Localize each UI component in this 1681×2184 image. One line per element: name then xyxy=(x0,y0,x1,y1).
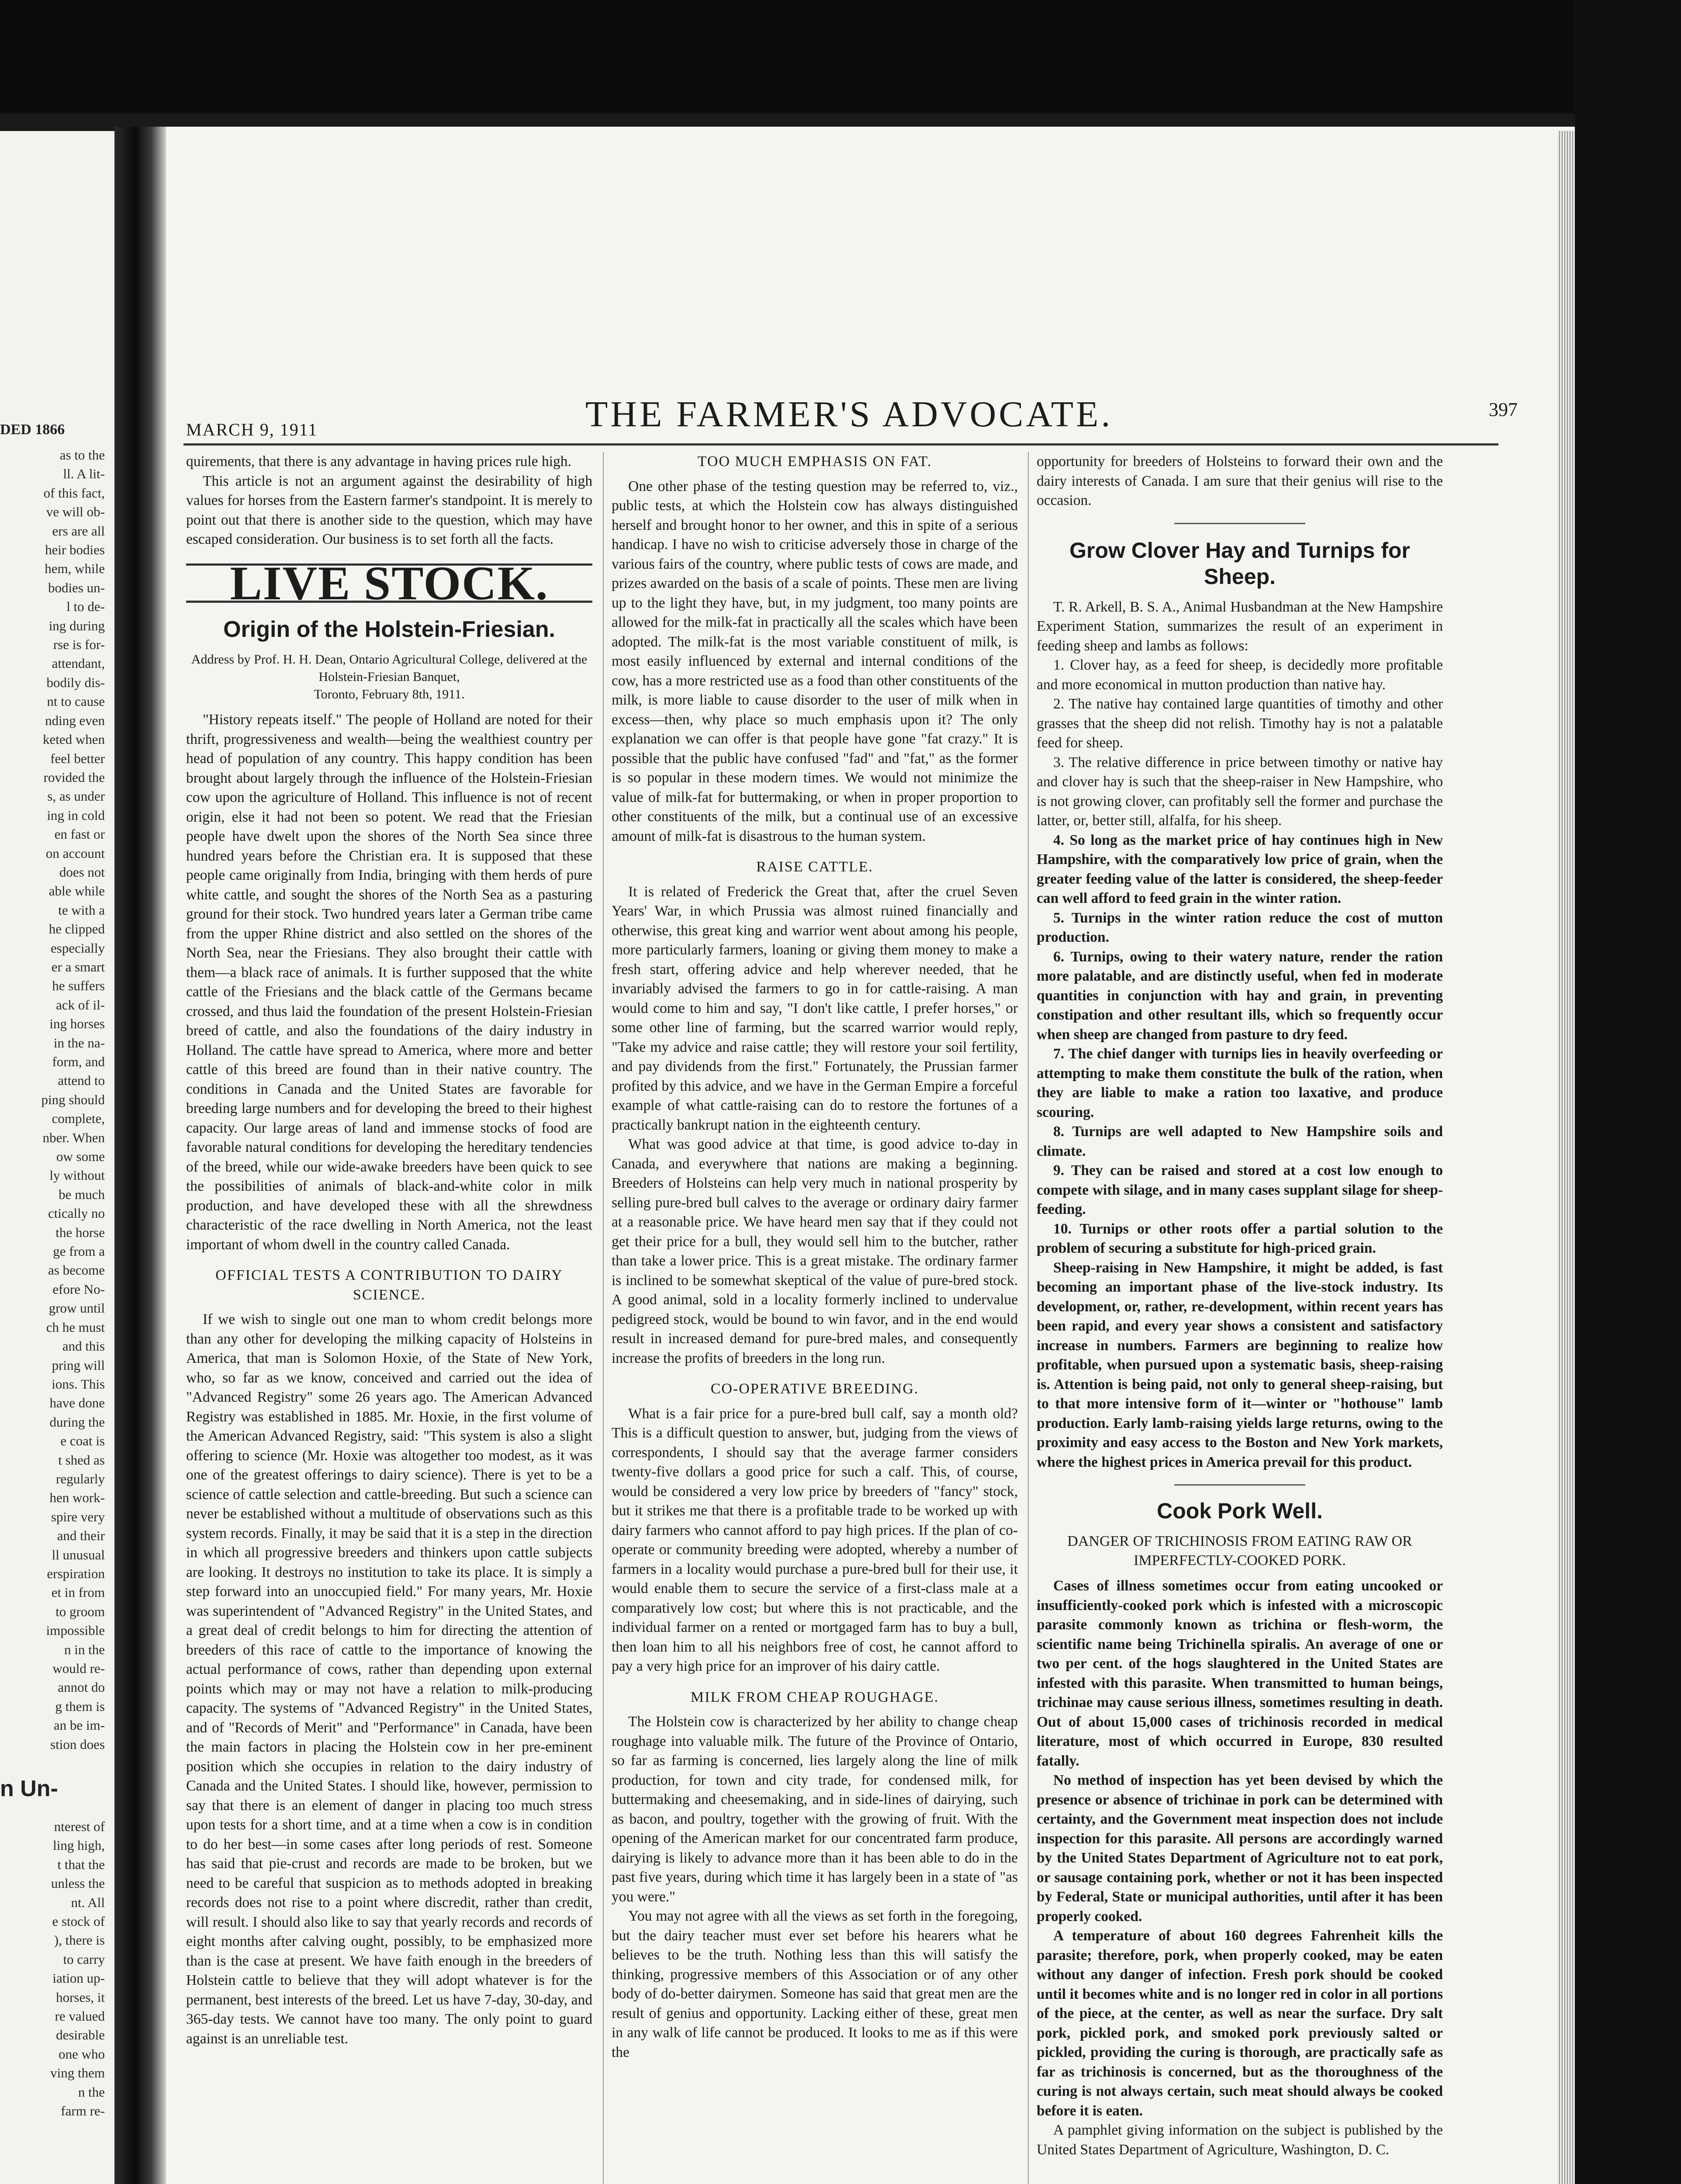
byline-place: Toronto, February 8th, 1911. xyxy=(314,687,465,702)
paragraph: This article is not an argument against the desirability of high values for horses from the Eastern farmer's standpoint. It is merely to point out that there is another side to the question, which may have escaped consideration. Our business is to set forth all the facts. xyxy=(186,473,592,547)
left-page-line: regularly xyxy=(56,1471,105,1486)
left-page-line: nber. When xyxy=(42,1130,105,1145)
left-page-line: able while xyxy=(48,883,105,899)
left-page-line: form, and xyxy=(52,1054,105,1069)
left-page-line: ow some xyxy=(56,1149,105,1165)
left-page-line: pring will xyxy=(52,1357,105,1373)
masthead-title: THE FARMER'S ADVOCATE. xyxy=(585,394,1113,435)
article-title: Grow Clover Hay and Turnips for Sheep. xyxy=(1069,538,1410,589)
left-page-line: and this xyxy=(62,1338,105,1354)
paragraph: You may not agree with all the views as set forth in the foregoing, but the dairy teacher must ever set before his hearers what he believes to be the truth. Nothing less than this will satisfy the thinking, progressive members of this Association or of any other body of do-better dairymen. Someone has said that great men are the result of genius and opportunity. Lacking either of these, great men in any walk of life cannot be produced. It looks to me as if this were the xyxy=(612,1908,1018,2060)
left-page-lines xyxy=(0,446,109,1756)
paragraph: quirements, that there is any advantage in having prices rule high. xyxy=(186,453,571,470)
article-subtitle: DANGER OF TRICHINOSIS FROM EATING RAW OR IMPERFECTLY-COOKED PORK. xyxy=(1067,1533,1412,1569)
left-page-line: ing during xyxy=(48,618,105,633)
paragraph: opportunity for breeders of Holsteins to forward their own and the dairy interests of Canada. I am sure that their genius will rise to the occasion. xyxy=(1037,453,1443,508)
left-page-line: er a smart xyxy=(51,959,105,975)
left-page-line: does not xyxy=(59,864,105,880)
column-3 xyxy=(1037,452,1443,2160)
paragraph: A temperature of about 160 degrees Fahrenheit kills the parasite; therefore, pork, when properly cooked, may be eaten without any danger of infection. Fresh pork should be cooked until it becomes white and is no longer red in color in all portions of the piece, at the center, as well as near the surface. Dry salt pork, pickled pork, and smoked pork previously salted or pickled, providing the curing is thorough, are practically safe as far as trichinosis is concerned, but as the thoroughness of the curing is not always certain, such meat should always be cooked before it is eaten. xyxy=(1037,1928,1443,2119)
paragraph: A pamphlet giving information on the subject is published by the United States Department of Agriculture, Washington, D. C. xyxy=(1037,2122,1443,2158)
left-page-line: would re- xyxy=(52,1661,105,1676)
left-page-line: one who xyxy=(59,2046,105,2062)
paragraph: What was good advice at that time, is good advice to-day in Canada, and everywhere that nations are making a beginning. Breeders of Holsteins can help very much in national prosperity by selling pure-bred bull calves to the average or ordinary dairy farmer at a reasonable price. We have heard men say that if they could not get their price for a bull, they would sell him to the butcher, rather than take a lower price. This is a great mistake. The ordinary farmer is inclined to be somewhat skeptical of the value of pure-bred stock. A good animal, sold in a locality formerly inclined to undervalue pedigreed stock, would be bound to win favor, and in the end would result in increased demand for pure-bred males, and consequently increase the profits of breeders in the long run. xyxy=(612,1136,1018,1366)
left-page-line: re valued xyxy=(55,2008,105,2024)
page-stack-edge xyxy=(1557,131,1575,2184)
left-page-line: unless the xyxy=(51,1876,105,1891)
paragraph: If we wish to single out one man to whom credit belongs more than any other for developing the milking capacity of Holsteins in America, that man is Solomon Hoxie, of the State of New York, who, so far as we know, conceived and carried out the idea of "Advanced Registry" some 26 years ago. The American Advanced Registry was established in 1885. Mr. Hoxie, in the first volume of the American Advanced Registry, said: "This system is also a slight offering to science (Mr. Hoxie was altogether too modest, as it was one of the greatest offerings to dairy science). There is yet to be a science of cattle selection and cattle-breeding. But such a science can never be established without a multitude of observations such as this system records. Finally, it may be said that it is a step in the direction in which all progressive breeders and thinkers upon cattle subjects are looking. It destroys no institution to take its place. It is simply a step forward into an unoccupied field." For many years, Mr. Hoxie was superintendent of "Advanced Registry" in the United States, and a great deal of credit belongs to him for directing the attention of breeders of this race of cattle to the importance of knowing the actual performance of cows, rather than depending upon external points which may or may not have a relation to milk-producing capacity. The systems of "Advanced Registry" in the United States, and of "Records of Merit" and "Performance" in Canada, have been the main factors in placing the Holstein cow in her pre-eminent position which she occupies in relation to the dairy industry of Canada and the United States. I should like, however, permission to say that there is an element of danger in placing too much stress upon tests for a short time, and at a time when a cow is in condition to do her best—in some cases after long periods of rest. Someone has said that pie-crust and records are made to be broken, but we need to be careful that suspicion as to methods adopted in breaking records does not rise to a point where discredit, rather than credit, will result. I should also like to say that yearly records and records of eight months after calving ought, possibly, to be emphasized more than is the case at present. We have faith enough in the breeders of Holstein cattle to believe that they will adopt whatever is for the permanent, best interests of the breed. Let us have 7-day, 30-day, and 365-day tests. We cannot have too many. The only point to guard against is an unreliable test. xyxy=(186,1311,592,2047)
paragraph: The Holstein cow is characterized by her ability to change cheap roughage into valuable milk. The future of the Province of Ontario, so far as farming is concerned, lies largely along the line of milk production, for town and city trade, for condensed milk, for buttermaking and cheesemaking, and in side-lines of dairying, such as bacon, and poultry, together with the growing of fruit. With the opening of the American market for our concentrated farm produce, dairying is likely to advance more than it has been able to do in the past five years, during which time it has largely been in a state of "as you were." xyxy=(612,1714,1018,1905)
left-page-line: ling high, xyxy=(53,1838,105,1853)
left-page-line: t shed as xyxy=(58,1452,105,1468)
newspaper-page xyxy=(166,127,1575,2184)
left-page-line: annot do xyxy=(58,1679,105,1695)
left-page-line: ping should xyxy=(41,1092,105,1107)
left-page-line: ing in cold xyxy=(47,807,105,823)
left-page-line: ge from a xyxy=(53,1244,105,1259)
left-page-line: e stock of xyxy=(52,1914,105,1929)
left-page-line: t that the xyxy=(57,1856,105,1872)
column-divider xyxy=(603,452,604,2184)
left-page-line: nterest of xyxy=(54,1819,105,1834)
left-page-line: et in from xyxy=(51,1585,105,1600)
paragraph: Sheep-raising in New Hampshire, it might be added, is fast becoming an important phase of the live-stock industry. Its development, or, rather, re-development, within recent years has been rapid, and every year shows a consistent and satisfactory increase in numbers. Farmers are beginning to realize how profitable, when pursued upon a systematic basis, sheep-raising is. Attention is being paid, not only to general sheep-raising, but to that more intensive form of it—winter or "hothouse" lamb production. Early lamb-raising yields large returns, owing to the proximity and easy access to the Boston and New York markets, where the highest prices in America prevail for this product. xyxy=(1037,1259,1443,1470)
left-page-line: he clipped xyxy=(48,921,105,937)
left-page-header: DED 1866 xyxy=(0,422,65,438)
left-page-line: ch he must xyxy=(46,1319,105,1335)
left-page-line: bodily dis- xyxy=(46,674,105,690)
left-page-lines-lower xyxy=(0,1817,109,2184)
left-page-line: impossible xyxy=(46,1623,105,1638)
left-page-line: ve will ob- xyxy=(46,504,105,520)
section-heading: OFFICIAL TESTS A CONTRIBUTION TO DAIRY SCIENCE. xyxy=(215,1267,563,1303)
left-page-line: and their xyxy=(57,1528,105,1544)
left-page-line: efore No- xyxy=(52,1281,105,1297)
left-page-line: ers are all xyxy=(52,523,105,539)
column-2 xyxy=(612,452,1018,2062)
left-page-line: ), there is xyxy=(54,1932,105,1948)
paragraph: No method of inspection has yet been devised by which the presence or absence of trichinae in pork can be determined with certainty, and the Government meat inspection does not include inspection for this parasite. All persons are accordingly warned by the United States Department of Agriculture not to eat pork, or sausage containing pork, whether or not it has been inspected by Federal, State or municipal authorities, until after it has been properly cooked. xyxy=(1037,1772,1443,1925)
paragraph: One other phase of the testing question may be referred to, viz., public tests, at which the Holstein cow has always distinguished herself and brought honor to her owner, and this in spite of a serious handicap. I have no wish to criticise adversely those in charge of the various fairs of the country, where public tests of cows are made, and prizes awarded on the basis of a scale of points. These men are living up to the light they have, but, in my judgment, too many points are allowed for the milk-fat in practically all the scales which have been adopted. The milk-fat is the most variable constituent of milk, is most easily influenced by external and internal conditions of the cow, has a more restricted use as a food than other constituents of the milk, is more liable to cause disorder to the user of milk when in excess—then, why place so much emphasis upon it? The only explanation we can offer is that people have gone "fat crazy." It is possible that the public have confused "fad" and "fat," as the former is so popular in these modern times. We would not minimize the value of milk-fat for buttermaking, or when in proper proportion to other constituents of the milk, but a continual use of an excessive amount of milk-fat is disastrous to the human system. xyxy=(612,478,1018,844)
left-page-line: ly without xyxy=(49,1168,105,1183)
byline-lead: Address by Prof. H. H. Dean, Ontario Agricultural College, delivered at the Holstein-Friesian Banquet, xyxy=(191,652,588,684)
left-page-line: erspiration xyxy=(47,1565,105,1581)
left-page-line: nt. All xyxy=(71,1894,105,1910)
left-page-line xyxy=(0,1754,105,1756)
left-page-line: attend to xyxy=(58,1073,105,1089)
header-date: MARCH 9, 1911 xyxy=(186,420,318,439)
left-page-line: as become xyxy=(48,1262,105,1278)
paragraph: "History repeats itself." The people of Holland are noted for their thrift, progressiveness and wealth—being the wealthiest country per head of population of any country. This happy condition has been brought about largely through the influence of the Holstein-Friesian cow upon the agriculture of Holland. This influence is not of recent origin, else it had not been so potent. We read that the Friesian people have dwelt upon the shores of the North Sea since three hundred years before the Christian era. It is supposed that these people came originally from India, bringing with them herds of pure white cattle, and sought the shores of the North Sea as a pasturing ground for their stock. Two hundred years later a German tribe came from the upper Rhine district and also settled on the shores of the North Sea, near the Friesians. They also brought their cattle with them—a black race of animals. It is further supposed that the white cattle of the Friesians and the black cattle of the Germans became crossed, and thus laid the foundation of the present Holstein-Friesian breed of cattle, and also the foundations of the dairy industry in Holland. The cattle have spread to America, where more and better cattle of this breed are found than in their native country. The conditions in Canada and the United States are favorable for breeding large numbers and for developing the breed to their highest capacity. Our large areas of land and immense stocks of food are favorable natural conditions for developing the hereditary tendencies of the breed, while our wide-awake breeders have been quick to see the possibilities of animals of black-and-white color in milk production, and have developed these with all the shrewdness characteristic of the race dwelling in North America, not the least important of whom dwell in the country called Canada. xyxy=(186,712,592,1253)
left-page-line: attendant, xyxy=(52,656,105,671)
section-banner: LIVE STOCK. xyxy=(186,563,592,603)
left-page-line: on account xyxy=(45,845,105,861)
list-item: 10. Turnips or other roots offer a partial solution to the problem of securing a substitute for high-priced grain. xyxy=(1037,1220,1443,1256)
section-heading: MILK FROM CHEAP ROUGHAGE. xyxy=(690,1689,939,1705)
left-page-line: bodies un- xyxy=(48,580,105,595)
list-item: 5. Turnips in the winter ration reduce the cost of mutton production. xyxy=(1037,909,1443,945)
left-page-line: ack of il- xyxy=(56,997,105,1013)
left-page-line: of this fact, xyxy=(43,485,105,501)
list-item: 3. The relative difference in price between timothy or native hay and clover hay is such that the sheep-raiser in New Hampshire, who is not growing clover, can profitably sell the former and purchase the latter, or, better still, alfalfa, for his sheep. xyxy=(1037,754,1443,829)
left-page-line: ctically no xyxy=(48,1206,105,1221)
left-page-line: hem, while xyxy=(45,561,105,577)
left-page-line: spire very xyxy=(51,1509,105,1524)
left-page-line: feel better xyxy=(50,750,105,766)
left-page-line: especially xyxy=(51,940,105,956)
section-heading: CO-OPERATIVE BREEDING. xyxy=(710,1381,919,1397)
left-page-line: rovided the xyxy=(43,769,105,785)
left-page-line: as to the xyxy=(59,447,105,463)
article-byline xyxy=(186,651,592,703)
left-page-line: farm re- xyxy=(61,2103,105,2119)
left-page-line: e coat is xyxy=(60,1433,105,1449)
left-page-line: stion does xyxy=(50,1736,105,1752)
left-page-line: ving them xyxy=(50,2065,105,2081)
page-number: 397 xyxy=(1489,399,1518,420)
left-page-line: nding even xyxy=(45,712,105,728)
left-page-line: in the na- xyxy=(53,1035,105,1051)
article-divider xyxy=(1174,523,1305,524)
article-title: Origin of the Holstein-Friesian. xyxy=(223,617,555,642)
scan-background-top xyxy=(0,0,1681,114)
left-page-line: during the xyxy=(49,1414,105,1430)
left-page-line: an be im- xyxy=(53,1717,105,1733)
left-page-line: iation up- xyxy=(52,1970,105,1986)
left-page-line: n in the xyxy=(64,1641,105,1657)
list-item: 9. They can be raised and stored at a cost low enough to compete with silage, and in many cases supplant silage for sheep-feeding. xyxy=(1037,1162,1443,1217)
list-item: 8. Turnips are well adapted to New Hampshire soils and climate. xyxy=(1037,1123,1443,1159)
column-divider xyxy=(1028,452,1029,2184)
left-page-line: heir bodies xyxy=(45,542,105,558)
section-heading: RAISE CATTLE. xyxy=(756,859,873,875)
article-divider xyxy=(1174,1484,1305,1486)
paragraph: Cases of illness sometimes occur from eating uncooked or insufficiently-cooked pork which is infested with a microscopic parasite commonly known as trichina or flesh-worm, the scientific name being Trichinella spiralis. An average of one or two per cent. of the hogs slaughtered in the United States are infested with this parasite. When transmitted to human beings, trichinae may cause serious illness, sometimes resulting in death. Out of about 15,000 cases of trichinosis recorded in medical literature, most of which occurred in Europe, 830 resulted fatally. xyxy=(1037,1578,1443,1769)
list-item: 4. So long as the market price of hay continues high in New Hampshire, with the comparatively low price of grain, when the greater feeding value of the latter is considered, the sheep-feeder can well afford to feed grain in the winter ration. xyxy=(1037,832,1443,906)
left-page-line: s, as under xyxy=(47,788,105,804)
left-page-line: keted when xyxy=(42,732,105,747)
left-page-line: n the xyxy=(78,2084,105,2100)
paragraph: It is related of Frederick the Great that, after the cruel Seven Years' War, in which Prussia was almost ruined financially and otherwise, this great king and warrior went about among his people, more particularly farmers, loaning or giving them money to make a fresh start, offering advice and help wherever needed, that he invariably advised the farmers to go in for cattle-raising. A man would come to him and say, "I don't like cattle, I prefer horses," or some other line of farming, but the scarred warrior would reply, "Take my advice and raise cattle; they will restore your soil fertility, and pay dividends from the first." Fortunately, the Prussian farmer profited by this advice, and we have in the German Empire a forceful example of what cattle-raising can do to restore the fortunes of a practically bankrupt nation in the eighteenth century. xyxy=(612,883,1018,1133)
paragraph: T. R. Arkell, B. S. A., Animal Husbandman at the New Hampshire Experiment Station, summarizes the result of an experiment in feeding sheep and lambs as follows: xyxy=(1037,598,1443,654)
left-page-line: hen work- xyxy=(49,1490,105,1506)
left-page-heading: n Un- xyxy=(0,1776,58,1801)
left-page-line: he suffers xyxy=(52,978,105,994)
left-page-line: g them is xyxy=(55,1698,105,1714)
left-page-line: l to de- xyxy=(66,599,105,615)
left-page-line: have done xyxy=(49,1395,105,1411)
list-item: 1. Clover hay, as a feed for sheep, is decidedly more profitable and more economical in mutton production than native hay. xyxy=(1037,657,1443,693)
section-heading: TOO MUCH EMPHASIS ON FAT. xyxy=(697,453,932,470)
column-1 xyxy=(186,452,592,2049)
left-page-line: to carry xyxy=(63,1951,105,1967)
article-title: Cook Pork Well. xyxy=(1157,1499,1323,1523)
scan-background-right xyxy=(1575,0,1681,2184)
left-page-line: the horse xyxy=(55,1224,105,1240)
left-page-line: ll unusual xyxy=(52,1547,105,1562)
left-page-line: be much xyxy=(59,1186,105,1202)
left-page-line: en fast or xyxy=(54,826,105,842)
left-page-line: ing horses xyxy=(49,1016,105,1032)
list-item: 2. The native hay contained large quantities of timothy and other grasses that the sheep did not relish. Timothy hay is not a palatable feed for sheep. xyxy=(1037,696,1443,751)
left-page-fragment xyxy=(0,131,114,2184)
left-page-line: grow until xyxy=(48,1300,105,1316)
list-item: 7. The chief danger with turnips lies in heavily overfeeding or attempting to make them constitute the bulk of the ration, when they are liable to make a ration too laxative, and produce scouring. xyxy=(1037,1046,1443,1120)
header-rule xyxy=(183,443,1498,446)
binding-gutter xyxy=(114,127,167,2184)
left-page-line: ions. This xyxy=(52,1376,105,1392)
left-page-line: to groom xyxy=(55,1603,105,1619)
left-page-line: nt to cause xyxy=(47,694,105,709)
paragraph: What is a fair price for a pure-bred bull calf, say a month old? This is a difficult question to answer, but, judging from the views of correspondents, I should say that the average farmer considers twenty-five dollars a good price for such a calf. This, of course, would be considered a very low price by breeders of "fancy" stock, but it strikes me that there is a profitable trade to be worked up with dairy farmers who cannot afford to pay high prices. If the plan of co-operate or community breeding were adopted, whereby a number of farmers in a locality would purchase a pure-bred bull for their use, it would enable them to secure the service of a first-class male at a comparatively low cost; but where this is not practicable, and the individual farmer on a rented or mortgaged farm has to buy a bull, then loan him to all his neighbors free of cost, he cannot afford to pay a very high price for an improver of his dairy cattle. xyxy=(612,1405,1018,1674)
left-page-line: ll. A lit- xyxy=(63,466,105,482)
left-page-line: rse is for- xyxy=(53,637,105,653)
left-page-line: te with a xyxy=(58,902,105,918)
list-item: 6. Turnips, owing to their watery nature, render the ration more palatable, and are distinctly useful, when fed in moderate quantities in conjunction with hay and grain, in preventing constipation and other resultant ills, which so frequently occur when sheep are changed from pasture to dry feed. xyxy=(1037,948,1443,1043)
left-page-line: complete, xyxy=(52,1111,105,1127)
left-page-line: desirable xyxy=(56,2027,105,2043)
left-page-line: horses, it xyxy=(56,1989,105,2005)
